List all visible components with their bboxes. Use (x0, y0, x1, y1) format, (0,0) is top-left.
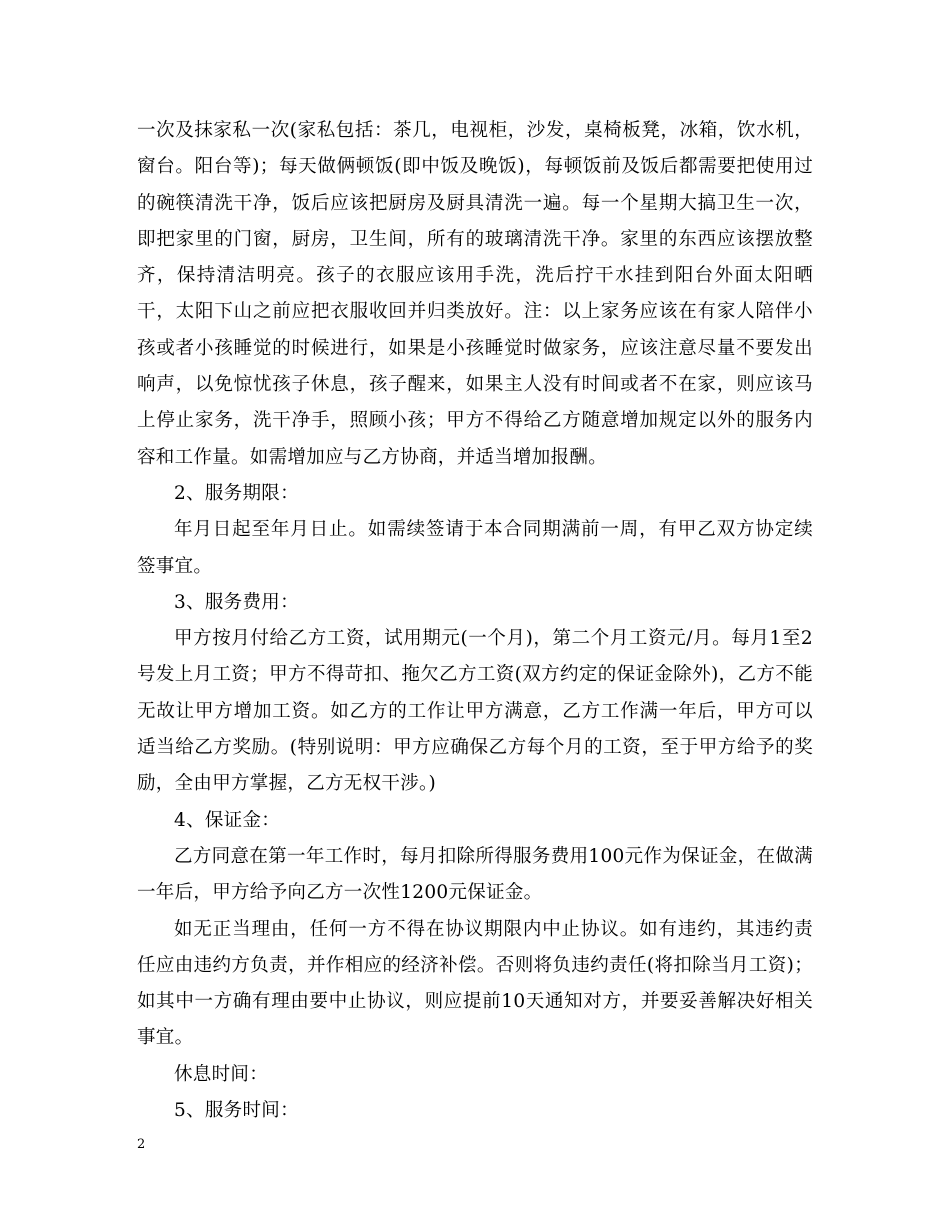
page-number: 2 (137, 1137, 146, 1152)
paragraph-deposit: 乙方同意在第一年工作时，每月扣除所得服务费用100元作为保证金，在做满一年后，甲方给予向乙方一次性1200元保证金。 (137, 845, 813, 904)
heading-service-fee: 3、服务费用： (174, 591, 299, 613)
heading-deposit: 4、保证金： (174, 809, 281, 831)
heading-rest-time: 休息时间： (174, 1063, 269, 1085)
paragraph-service-fee: 甲方按月付给乙方工资，试用期元(一个月)，第二个月工资元/月。每月1至2号发上月工资；甲方不得苛扣、拖欠乙方工资(双方约定的保证金除外)，乙方不能无故让甲方增加工资。如乙方的工作让甲方满意，乙方工作满一年后，甲方可以适当给乙方奖励。(特别说明：甲方应确保乙方每个月的工资，至于甲方给予的奖励，全由甲方掌握，乙方无权干涉。) (137, 628, 813, 795)
heading-service-time: 5、服务时间： (174, 1100, 299, 1122)
paragraph-breach: 如无正当理由，任何一方不得在协议期限内中止协议。如有违约，其违约责任应由违约方负责，并作相应的经济补偿。否则将负违约责任(将扣除当月工资)；如其中一方确有理由要中止协议，则应提前10天通知对方，并要妥善解决好相关事宜。 (137, 918, 813, 1049)
paragraph-service-period: 年月日起至年月日止。如需续签请于本合同期满前一周，有甲乙双方协定续签事宜。 (137, 519, 813, 577)
heading-service-period: 2、服务期限： (174, 482, 299, 504)
document-body (137, 113, 813, 1129)
paragraph-housework-duties: 一次及抹家私一次(家私包括：茶几，电视柜，沙发，桌椅板凳，冰箱，饮水机，窗台。阳台等)；每天做俩顿饭(即中饭及晚饭)，每顿饭前及饭后都需要把使用过的碗筷清洗干净，饭后应该把厨房及厨具清洗一遍。每一个星期大搞卫生一次，即把家里的门窗，厨房，卫生间，所有的玻璃清洗干净。家里的东西应该摆放整齐，保持清洁明亮。孩子的衣服应该用手洗，洗后拧干水挂到阳台外面太阳晒干，太阳下山之前应把衣服收回并归类放好。注：以上家务应该在有家人陪伴小孩或者小孩睡觉的时候进行，如果是小孩睡觉时做家务，应该注意尽量不要发出响声，以免惊忧孩子休息，孩子醒来，如果主人没有时间或者不在家，则应该马上停止家务，洗干净手，照顾小孩；甲方不得给乙方随意增加规定以外的服务内容和工作量。如需增加应与乙方协商，并适当增加报酬。 (137, 120, 813, 468)
